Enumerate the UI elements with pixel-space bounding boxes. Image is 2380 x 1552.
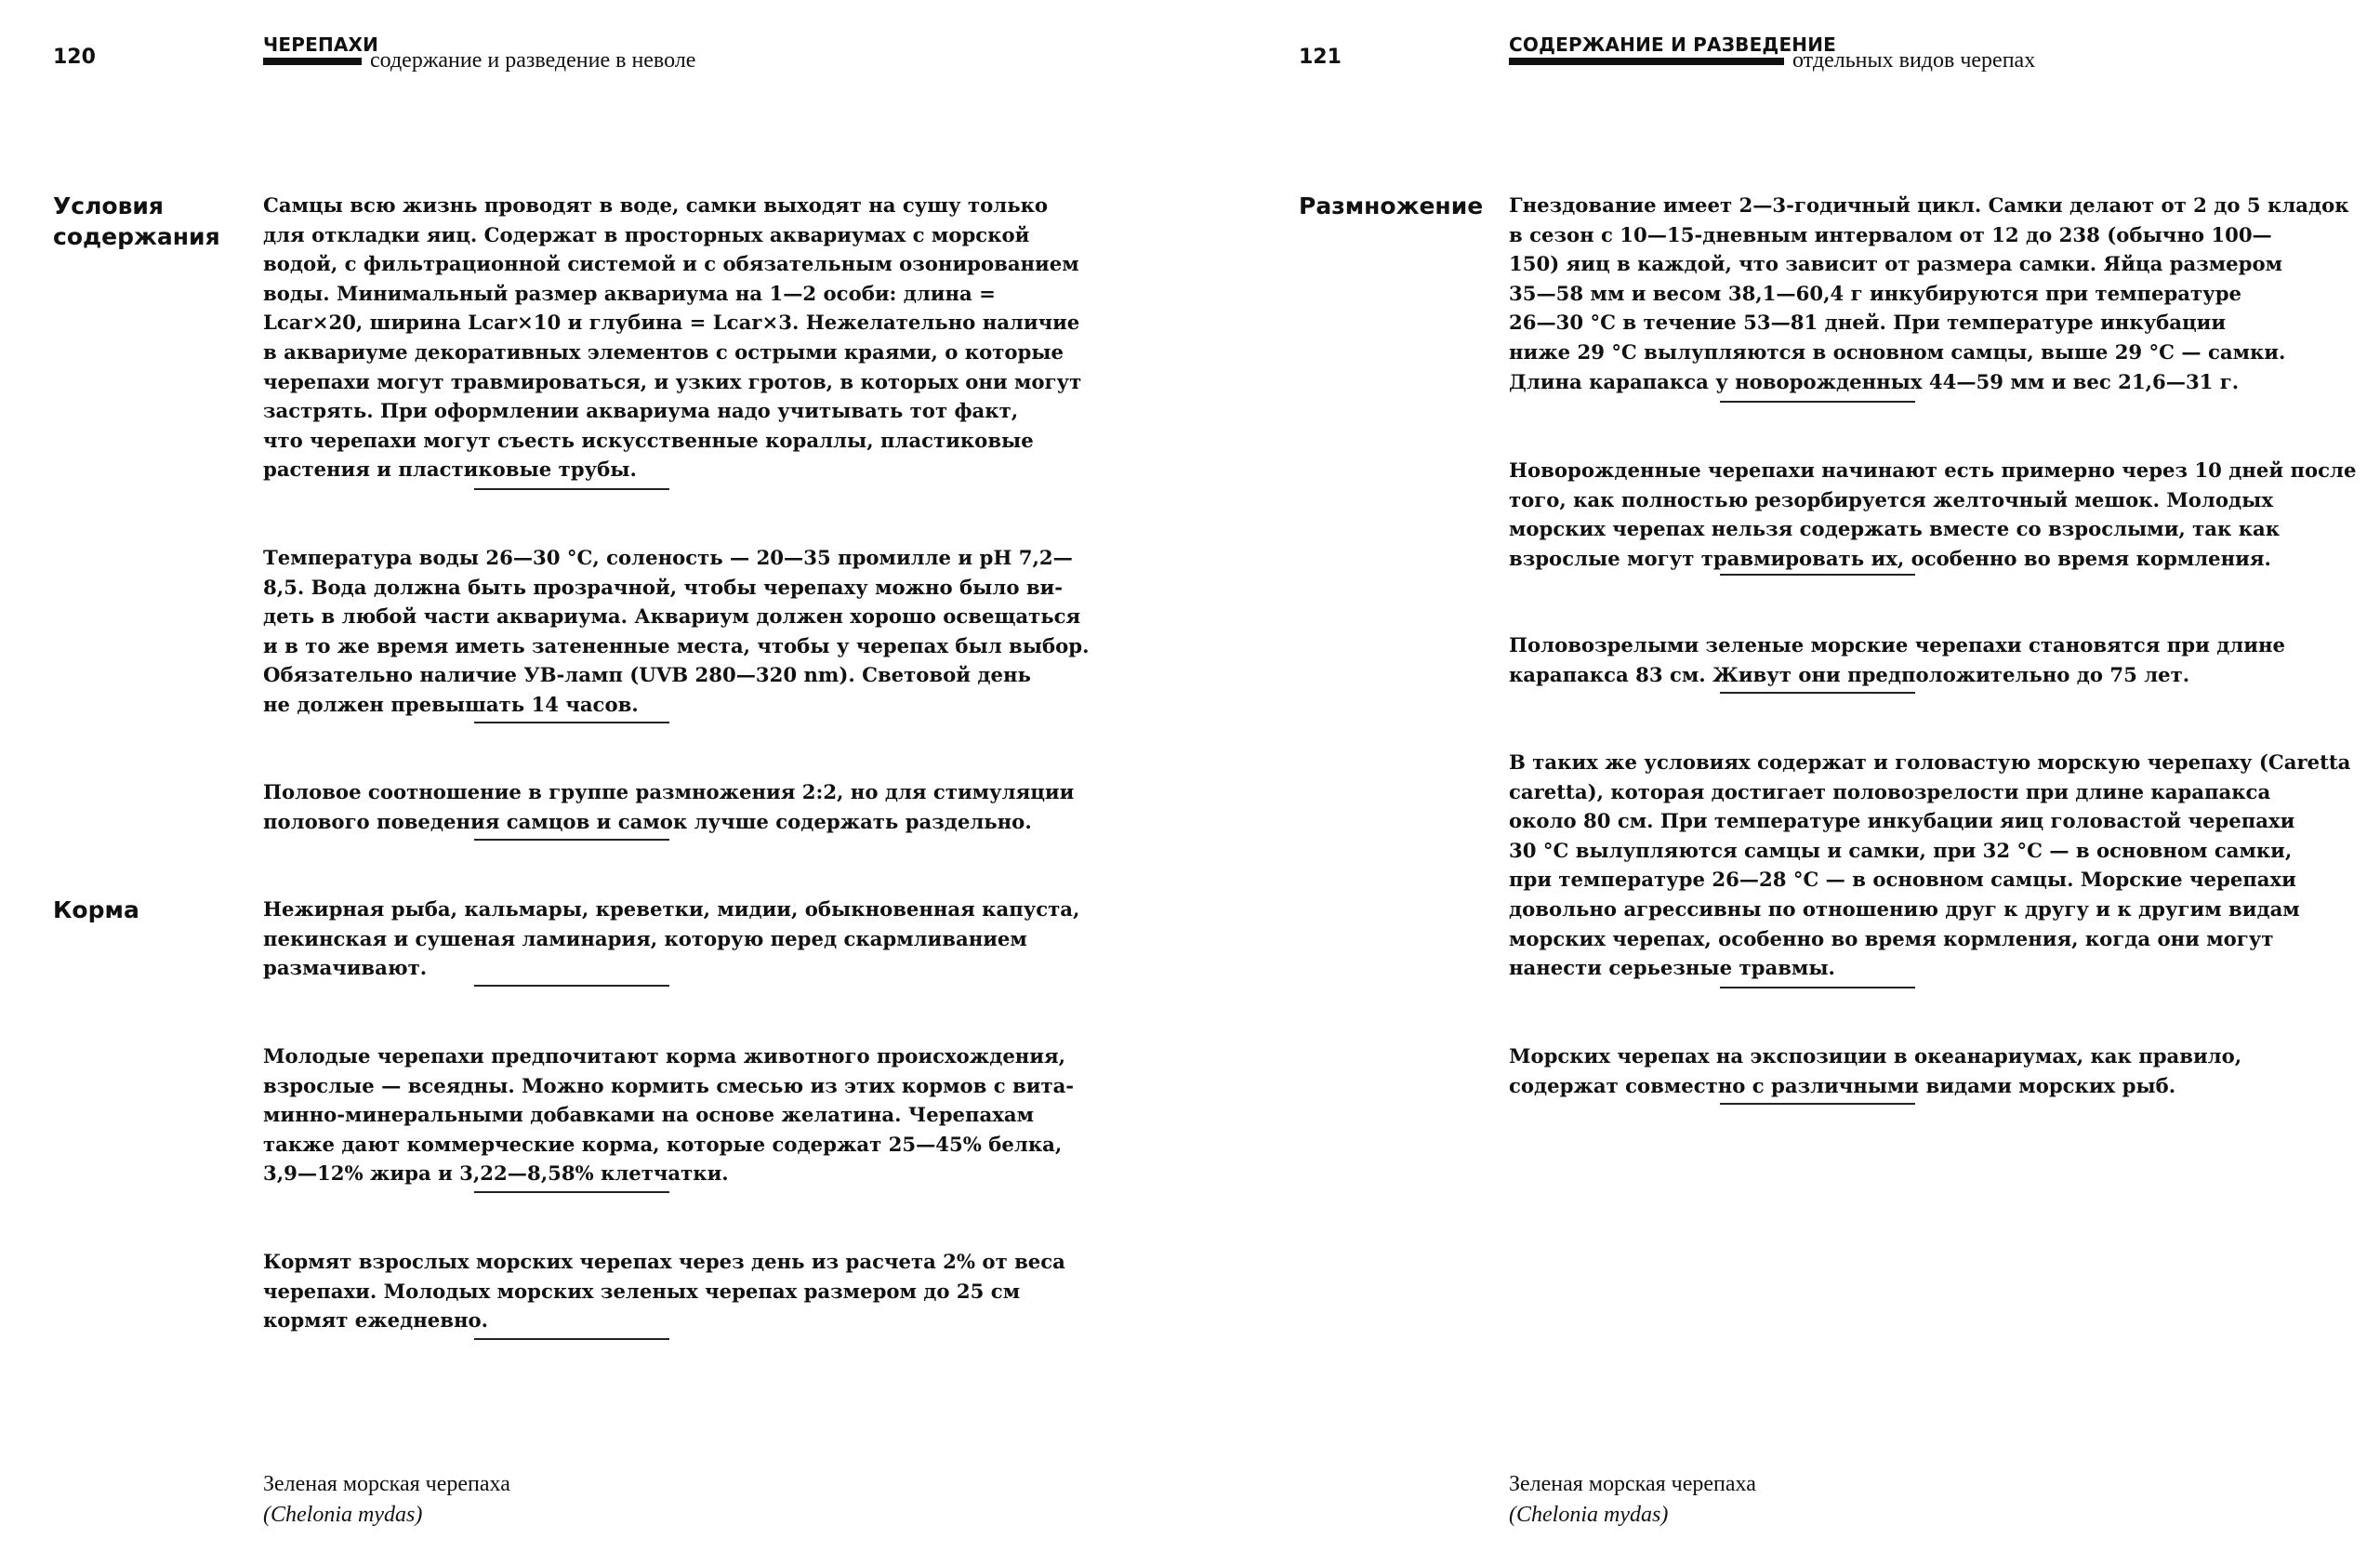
text-line: кормят ежедневно. <box>263 1308 489 1333</box>
section-tag-bar <box>263 58 362 65</box>
text-line: минно-минеральными добавками на основе желатина. Черепахам <box>263 1103 1034 1127</box>
page-number: 120 <box>53 46 96 69</box>
text-line: в аквариуме декоративных элементов с острыми краями, о которые <box>263 339 1064 364</box>
heading-conditions <box>53 191 220 252</box>
text-line: нанести серьезные травмы. <box>1509 956 1835 980</box>
text-line: 35—58 мм и весом 38,1—60,4 г инкубируются при температуре <box>1509 281 2241 305</box>
text-line: 30 °С вылупляются самцы и самки, при 32 °С — в основном самки, <box>1509 838 2293 862</box>
text-line: Кормят взрослых морских черепах через день из расчета 2% от веса <box>263 1250 1065 1273</box>
paragraph <box>1509 1041 2241 1100</box>
text-line: 150) яиц в каждой, что зависит от размера самки. Яйца размером <box>1509 252 2282 276</box>
text-line: воды. Минимальный размер аквариума на 1—2 особи: длина = <box>263 281 996 305</box>
paragraph-rule <box>474 985 669 987</box>
text-line: caretta), которая достигает половозрелости при длине карапакса <box>1509 779 2271 803</box>
text-line: Новорожденные черепахи начинают есть примерно через 10 дней после <box>1509 458 2357 482</box>
text-line: не должен превышать 14 часов. <box>263 692 639 716</box>
paragraph <box>263 1247 1065 1335</box>
paragraph-rule <box>474 839 669 841</box>
paragraph <box>1509 191 2349 396</box>
text-line: довольно агрессивны по отношению друг к другу и к другим видам <box>1509 896 2300 921</box>
text-line: 26—30 °С в течение 53—81 дней. При температуре инкубации <box>1509 311 2227 335</box>
text-line: полового поведения самцов и самок лучше содержать раздельно. <box>263 809 1032 833</box>
paragraph-rule <box>474 1338 669 1340</box>
paragraph-rule <box>1720 401 1915 403</box>
paragraph <box>1509 456 2356 573</box>
running-subtitle: отдельных видов черепах <box>1792 48 2036 73</box>
text-line: также дают коммерческие корма, которые содержат 25—45% белка, <box>263 1132 1063 1156</box>
text-line: деть в любой части аквариума. Аквариум должен хорошо освещаться <box>263 604 1081 629</box>
text-line: Lcar×20, ширина Lcar×10 и глубина = Lcar×3. Нежелательно наличие <box>263 311 1080 335</box>
paragraph <box>263 191 1081 484</box>
text-line: пекинская и сушеная ламинария, которую перед скармливанием <box>263 926 1027 950</box>
text-line: и в то же время иметь затененные места, чтобы у черепах был выбор. <box>263 633 1090 657</box>
text-line: растения и пластиковые трубы. <box>263 458 637 482</box>
caption-name: Зеленая морская черепаха <box>263 1472 510 1496</box>
section-tag: ЧЕРЕПАХИ <box>263 33 379 56</box>
heading-line: содержания <box>53 223 220 250</box>
paragraph <box>1509 748 2350 983</box>
text-line: Длина карапакса у новорожденных 44—59 мм и вес 21,6—31 г. <box>1509 369 2240 393</box>
text-line: Молодые черепахи предпочитают корма животного происхождения, <box>263 1044 1066 1068</box>
text-line: водой, с фильтрационной системой и с обязательным озонированием <box>263 252 1079 276</box>
text-line: Обязательно наличие УВ-ламп (UVB 280—320 nm). Световой день <box>263 663 1031 687</box>
caption-latin-name: (Chelonia mydas) <box>263 1503 423 1527</box>
text-line: ниже 29 °С вылупляются в основном самцы, выше 29 °С — самки. <box>1509 339 2286 364</box>
paragraph-rule <box>474 722 669 723</box>
figure-caption <box>1509 1469 1756 1531</box>
text-line: при температуре 26—28 °С — в основном самцы. Морские черепахи <box>1509 868 2296 892</box>
heading-line: Условия <box>53 192 164 219</box>
page-number: 121 <box>1299 46 1342 69</box>
text-line: черепахи могут травмироваться, и узких гротов, в которых они могут <box>263 369 1082 393</box>
paragraph-rule <box>474 1191 669 1193</box>
text-line: черепахи. Молодых морских зеленых черепах размером до 25 см <box>263 1279 1021 1303</box>
paragraph-rule <box>1720 987 1915 988</box>
text-line: карапакса 83 см. Живут они предположительно до 75 лет. <box>1509 662 2190 686</box>
text-line: Нежирная рыба, кальмары, креветки, мидии, обыкновенная капуста, <box>263 897 1080 921</box>
text-line: взрослые — всеядны. Можно кормить смесью из этих кормов с вита- <box>263 1073 1075 1097</box>
text-line: застрять. При оформлении аквариума надо учитывать тот факт, <box>263 399 1019 423</box>
text-line: что черепахи могут съесть искусственные кораллы, пластиковые <box>263 428 1034 452</box>
paragraph <box>263 777 1074 836</box>
text-line: Половое соотношение в группе размножения 2:2, но для стимуляции <box>263 780 1075 803</box>
text-line: того, как полностью резорбируется желточный мешок. Молодых <box>1509 487 2273 511</box>
paragraph <box>263 1041 1074 1188</box>
caption-latin-name: (Chelonia mydas) <box>1509 1503 1669 1527</box>
heading-reproduction: Размножение <box>1299 192 1484 219</box>
paragraph-rule <box>474 488 669 490</box>
section-tag-bar <box>1509 58 1784 65</box>
heading-food: Корма <box>53 896 139 923</box>
caption-name: Зеленая морская черепаха <box>1509 1472 1756 1496</box>
figure-caption <box>263 1469 510 1531</box>
text-line: в сезон с 10—15-дневным интервалом от 12 до 238 (обычно 100— <box>1509 222 2272 246</box>
text-line: Половозрелыми зеленые морские черепахи становятся при длине <box>1509 633 2285 657</box>
text-line: взрослые могут травмировать их, особенно во время кормления. <box>1509 546 2271 570</box>
paragraph-rule <box>1720 692 1915 694</box>
text-line: около 80 см. При температуре инкубации яиц головастой черепахи <box>1509 809 2295 833</box>
text-line: 3,9—12% жира и 3,22—8,58% клетчатки. <box>263 1161 729 1186</box>
text-line: морских черепах нельзя содержать вместе со взрослыми, так как <box>1509 517 2281 541</box>
text-line: Гнездование имеет 2—3-годичный цикл. Самки делают от 2 до 5 кладок <box>1509 193 2349 217</box>
text-line: содержат совместно с различными видами морских рыб. <box>1509 1073 2176 1097</box>
text-line: Морских черепах на экспозиции в океанариумах, как правило, <box>1509 1044 2242 1068</box>
text-line: для откладки яиц. Содержат в просторных аквариумах с морской <box>263 222 1030 246</box>
paragraph <box>263 543 1089 720</box>
text-line: Самцы всю жизнь проводят в воде, самки выходят на сушу только <box>263 193 1049 217</box>
section-tag: СОДЕРЖАНИЕ И РАЗВЕДЕНИЕ <box>1509 33 1837 56</box>
text-line: Температура воды 26—30 °С, соленость — 20—35 промилле и pH 7,2— <box>263 546 1073 569</box>
text-line: размачивают. <box>263 956 428 980</box>
text-line: 8,5. Вода должна быть прозрачной, чтобы черепаху можно было ви- <box>263 575 1064 599</box>
right-page <box>1190 0 2380 1552</box>
paragraph-rule <box>1720 574 1915 576</box>
paragraph <box>1509 630 2285 689</box>
running-subtitle: содержание и разведение в неволе <box>370 48 696 73</box>
paragraph <box>263 895 1079 983</box>
text-line: морских черепах, особенно во время кормления, когда они могут <box>1509 926 2274 950</box>
paragraph-rule <box>1720 1103 1915 1105</box>
text-line: В таких же условиях содержат и головастую морскую черепаху (Caretta <box>1509 750 2351 774</box>
